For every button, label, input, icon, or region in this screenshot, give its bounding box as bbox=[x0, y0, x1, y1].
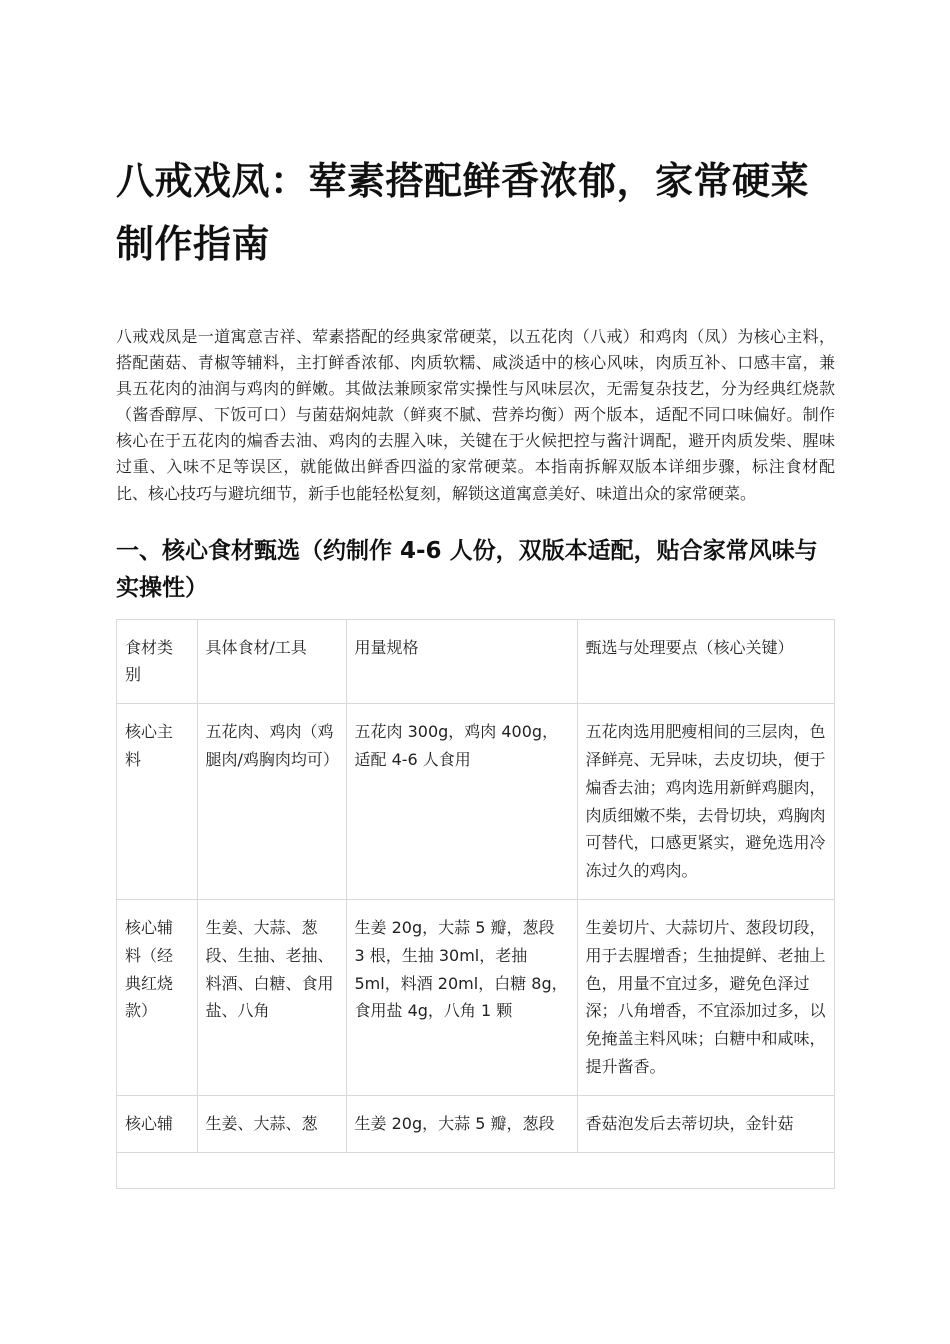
table-cell: 核心辅 bbox=[117, 1095, 197, 1152]
table-cell: 五花肉 300g，鸡肉 400g，适配 4-6 人食用 bbox=[346, 704, 577, 900]
table-cell: 五花肉选用肥瘦相间的三层肉，色泽鲜亮、无异味，去皮切块，便于煸香去油；鸡肉选用新鲜鸡腿肉，肉质细嫩不柴，去骨切块，鸡胸肉可替代，口感更紧实，避免选用冷冻过久的鸡肉。 bbox=[577, 704, 835, 900]
table-row bbox=[117, 1095, 835, 1152]
table-cell: 核心辅料（经典红烧款） bbox=[117, 900, 197, 1096]
table-cell: 生姜 20g，大蒜 5 瓣，葱段 bbox=[346, 1095, 577, 1152]
ingredients-table bbox=[117, 620, 835, 1153]
table-cell: 核心主料 bbox=[117, 704, 197, 900]
table-cell: 生姜 20g，大蒜 5 瓣，葱段 3 根，生抽 30ml，老抽 5ml，料酒 20ml，白糖 8g，食用盐 4g，八角 1 颗 bbox=[346, 900, 577, 1096]
table-cell: 生姜切片、大蒜切片、葱段切段，用于去腥增香；生抽提鲜、老抽上色，用量不宜过多，避免色泽过深；八角增香，不宜添加过多，以免掩盖主料风味；白糖中和咸味，提升酱香。 bbox=[577, 900, 835, 1096]
ingredients-table-container bbox=[116, 619, 835, 1189]
table-header-cell: 甄选与处理要点（核心关键） bbox=[577, 620, 835, 704]
section-heading: 一、核心食材甄选（约制作 4-6 人份，双版本适配，贴合家常风味与实操性） bbox=[116, 537, 818, 601]
table-cell: 生姜、大蒜、葱 bbox=[197, 1095, 346, 1152]
document-page bbox=[116, 150, 835, 1189]
table-header-row bbox=[117, 620, 835, 704]
table-header-cell: 具体食材/工具 bbox=[197, 620, 346, 704]
table-cell: 香菇泡发后去蒂切块，金针菇 bbox=[577, 1095, 835, 1152]
table-header-cell: 食材类别 bbox=[117, 620, 197, 704]
table-cell: 五花肉、鸡肉（鸡腿肉/鸡胸肉均可） bbox=[197, 704, 346, 900]
table-header-cell: 用量规格 bbox=[346, 620, 577, 704]
table-row bbox=[117, 704, 835, 900]
table-row bbox=[117, 900, 835, 1096]
table-cell: 生姜、大蒜、葱段、生抽、老抽、料酒、白糖、食用盐、八角 bbox=[197, 900, 346, 1096]
page-title: 八戒戏凤：荤素搭配鲜香浓郁，家常硬菜制作指南 bbox=[116, 159, 810, 266]
intro-paragraph: 八戒戏凤是一道寓意吉祥、荤素搭配的经典家常硬菜，以五花肉（八戒）和鸡肉（凤）为核心主料，搭配菌菇、青椒等辅料，主打鲜香浓郁、肉质软糯、咸淡适中的核心风味，肉质互补、口感丰富，兼具五花肉的油润与鸡肉的鲜嫩。其做法兼顾家常实操性与风味层次，无需复杂技艺，分为经典红烧款（酱香醇厚、下饭可口）与菌菇焖炖款（鲜爽不腻、营养均衡）两个版本，适配不同口味偏好。制作核心在于五花肉的煸香去油、鸡肉的去腥入味，关键在于火候把控与酱汁调配，避开肉质发柴、腥味过重、入味不足等误区，就能做出鲜香四溢的家常硬菜。本指南拆解双版本详细步骤，标注食材配比、核心技巧与避坑细节，新手也能轻松复刻，解锁这道寓意美好、味道出众的家常硬菜。 bbox=[116, 327, 835, 503]
